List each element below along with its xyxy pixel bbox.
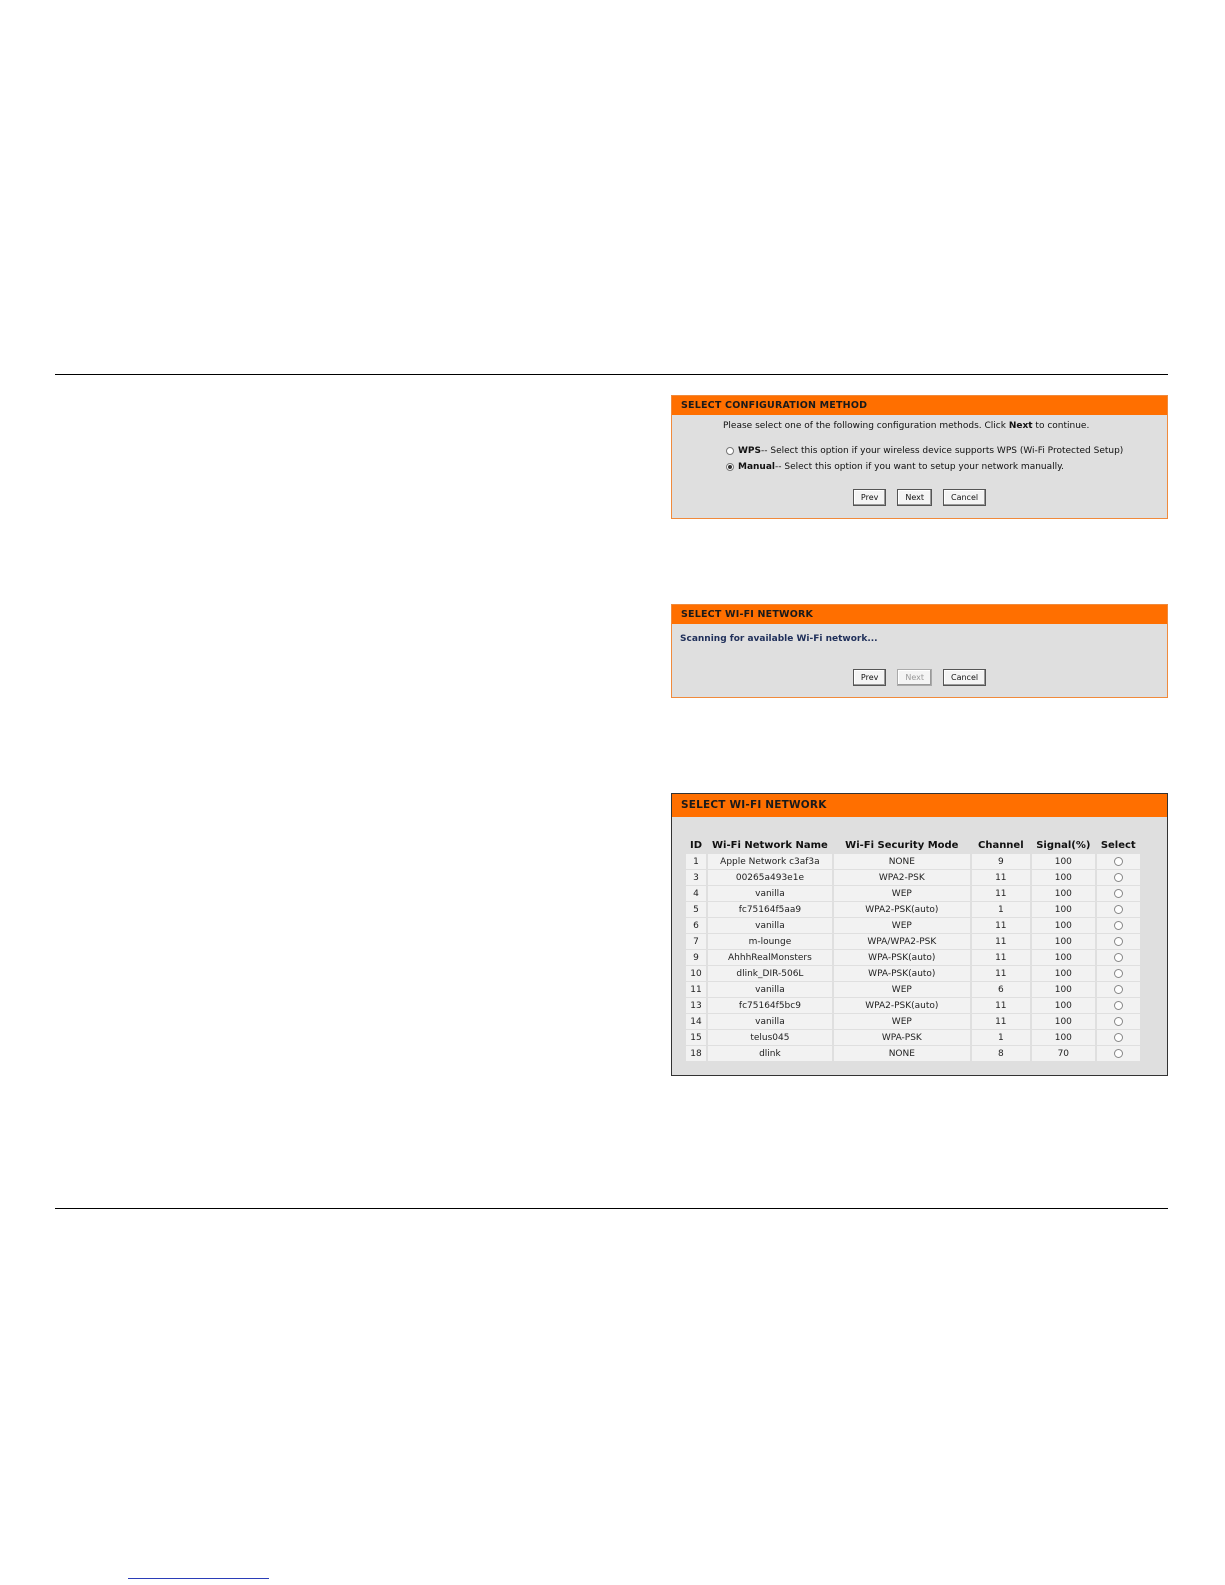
network-select-radio[interactable] [1114, 985, 1123, 994]
row-select-cell [1097, 918, 1140, 933]
row-network-name: dlink [708, 1046, 832, 1061]
row-select-cell [1097, 966, 1140, 981]
bottom-rule [55, 1208, 1168, 1209]
row-id: 15 [686, 1030, 706, 1045]
network-table-body [686, 854, 1140, 1061]
row-channel: 1 [972, 902, 1030, 917]
row-security-mode: WPA/WPA2-PSK [834, 934, 970, 949]
row-network-name: vanilla [708, 886, 832, 901]
row-select-cell [1097, 902, 1140, 917]
row-security-mode: WPA2-PSK(auto) [834, 902, 970, 917]
network-select-radio[interactable] [1114, 873, 1123, 882]
row-network-name: fc75164f5bc9 [708, 998, 832, 1013]
row-network-name: dlink_DIR-506L [708, 966, 832, 981]
network-select-radio[interactable] [1114, 1017, 1123, 1026]
row-id: 7 [686, 934, 706, 949]
table-row [686, 934, 1140, 949]
row-signal: 100 [1032, 870, 1095, 885]
wps-radio[interactable] [726, 447, 734, 455]
network-select-radio[interactable] [1114, 889, 1123, 898]
row-channel: 8 [972, 1046, 1030, 1061]
row-network-name: 00265a493e1e [708, 870, 832, 885]
row-signal: 70 [1032, 1046, 1095, 1061]
manual-radio[interactable] [726, 463, 734, 471]
row-id: 5 [686, 902, 706, 917]
table-row [686, 1046, 1140, 1061]
config-intro-text: Please select one of the following configuration methods. Click Next to continue. [723, 421, 1090, 431]
network-select-radio[interactable] [1114, 857, 1123, 866]
row-network-name: vanilla [708, 1014, 832, 1029]
network-select-radio[interactable] [1114, 937, 1123, 946]
row-channel: 11 [972, 998, 1030, 1013]
row-signal: 100 [1032, 998, 1095, 1013]
scan-cancel-button[interactable]: Cancel [943, 669, 986, 686]
row-network-name: vanilla [708, 918, 832, 933]
row-security-mode: WEP [834, 982, 970, 997]
row-network-name: Apple Network c3af3a [708, 854, 832, 869]
table-row [686, 950, 1140, 965]
manual-option[interactable] [726, 462, 1064, 472]
row-channel: 11 [972, 886, 1030, 901]
network-table-header-row [686, 837, 1140, 853]
config-method-panel [671, 395, 1168, 519]
row-select-cell [1097, 870, 1140, 885]
row-id: 13 [686, 998, 706, 1013]
wps-option-label: WPS [738, 446, 762, 456]
table-row [686, 1014, 1140, 1029]
row-signal: 100 [1032, 934, 1095, 949]
row-channel: 11 [972, 918, 1030, 933]
row-network-name: telus045 [708, 1030, 832, 1045]
cancel-button[interactable]: Cancel [943, 489, 986, 506]
scan-next-button: Next [897, 669, 932, 686]
row-select-cell [1097, 1046, 1140, 1061]
row-channel: 1 [972, 1030, 1030, 1045]
row-id: 10 [686, 966, 706, 981]
network-select-radio[interactable] [1114, 953, 1123, 962]
row-id: 9 [686, 950, 706, 965]
col-channel: Channel [977, 839, 1024, 851]
row-select-cell [1097, 854, 1140, 869]
row-security-mode: WEP [834, 886, 970, 901]
scan-prev-button[interactable]: Prev [853, 669, 886, 686]
network-select-radio[interactable] [1114, 969, 1123, 978]
scan-button-row [672, 669, 1167, 686]
scan-status: Scanning for available Wi-Fi network... [680, 634, 878, 644]
table-row [686, 998, 1140, 1013]
row-id: 11 [686, 982, 706, 997]
row-id: 3 [686, 870, 706, 885]
row-channel: 11 [972, 1014, 1030, 1029]
footer-link-underline [128, 1578, 269, 1579]
row-signal: 100 [1032, 918, 1095, 933]
row-channel: 11 [972, 870, 1030, 885]
row-select-cell [1097, 950, 1140, 965]
row-select-cell [1097, 982, 1140, 997]
row-id: 4 [686, 886, 706, 901]
row-signal: 100 [1032, 966, 1095, 981]
row-security-mode: WEP [834, 1014, 970, 1029]
col-id: ID [690, 839, 703, 851]
row-select-cell [1097, 934, 1140, 949]
row-network-name: AhhhRealMonsters [708, 950, 832, 965]
row-signal: 100 [1032, 902, 1095, 917]
next-button[interactable]: Next [897, 489, 932, 506]
row-network-name: m-lounge [708, 934, 832, 949]
config-button-row [672, 489, 1167, 506]
scan-panel [671, 604, 1168, 698]
prev-button[interactable]: Prev [853, 489, 886, 506]
row-signal: 100 [1032, 886, 1095, 901]
row-channel: 6 [972, 982, 1030, 997]
table-row [686, 886, 1140, 901]
config-method-header: SELECT CONFIGURATION METHOD [672, 396, 1167, 415]
row-id: 14 [686, 1014, 706, 1029]
table-row [686, 966, 1140, 981]
row-security-mode: WEP [834, 918, 970, 933]
top-rule [55, 374, 1168, 375]
col-signal: Signal(%) [1036, 839, 1091, 851]
network-select-radio[interactable] [1114, 1033, 1123, 1042]
table-row [686, 902, 1140, 917]
row-network-name: fc75164f5aa9 [708, 902, 832, 917]
network-select-radio[interactable] [1114, 905, 1123, 914]
row-channel: 11 [972, 950, 1030, 965]
row-select-cell [1097, 998, 1140, 1013]
row-signal: 100 [1032, 854, 1095, 869]
wps-option[interactable] [726, 446, 1123, 456]
network-list-header: SELECT WI-FI NETWORK [672, 794, 1167, 817]
row-security-mode: NONE [834, 854, 970, 869]
table-row [686, 982, 1140, 997]
network-select-radio[interactable] [1114, 921, 1123, 930]
row-security-mode: WPA-PSK(auto) [834, 966, 970, 981]
row-id: 6 [686, 918, 706, 933]
row-security-mode: NONE [834, 1046, 970, 1061]
col-network-name: Wi-Fi Network Name [712, 839, 828, 851]
network-select-radio[interactable] [1114, 1001, 1123, 1010]
row-channel: 11 [972, 966, 1030, 981]
row-channel: 9 [972, 854, 1030, 869]
row-signal: 100 [1032, 1014, 1095, 1029]
col-select: Select [1100, 839, 1136, 851]
row-network-name: vanilla [708, 982, 832, 997]
row-signal: 100 [1032, 982, 1095, 997]
table-row [686, 870, 1140, 885]
row-security-mode: WPA2-PSK(auto) [834, 998, 970, 1013]
row-id: 18 [686, 1046, 706, 1061]
row-id: 1 [686, 854, 706, 869]
scan-panel-header: SELECT WI-FI NETWORK [672, 605, 1167, 624]
row-select-cell [1097, 1014, 1140, 1029]
network-select-radio[interactable] [1114, 1049, 1123, 1058]
table-row [686, 1030, 1140, 1045]
manual-option-label: Manual [738, 462, 776, 472]
row-signal: 100 [1032, 1030, 1095, 1045]
row-security-mode: WPA-PSK(auto) [834, 950, 970, 965]
row-select-cell [1097, 886, 1140, 901]
wps-option-desc: -- Select this option if your wireless device supports WPS (Wi-Fi Protected Setup) [761, 446, 1124, 456]
col-security-mode: Wi-Fi Security Mode [845, 839, 959, 851]
network-list-panel [671, 793, 1168, 1076]
row-security-mode: WPA-PSK [834, 1030, 970, 1045]
row-security-mode: WPA2-PSK [834, 870, 970, 885]
table-row [686, 854, 1140, 869]
row-signal: 100 [1032, 950, 1095, 965]
row-select-cell [1097, 1030, 1140, 1045]
row-channel: 11 [972, 934, 1030, 949]
table-row [686, 918, 1140, 933]
network-table [684, 836, 1142, 1062]
manual-option-desc: -- Select this option if you want to setup your network manually. [775, 462, 1065, 472]
